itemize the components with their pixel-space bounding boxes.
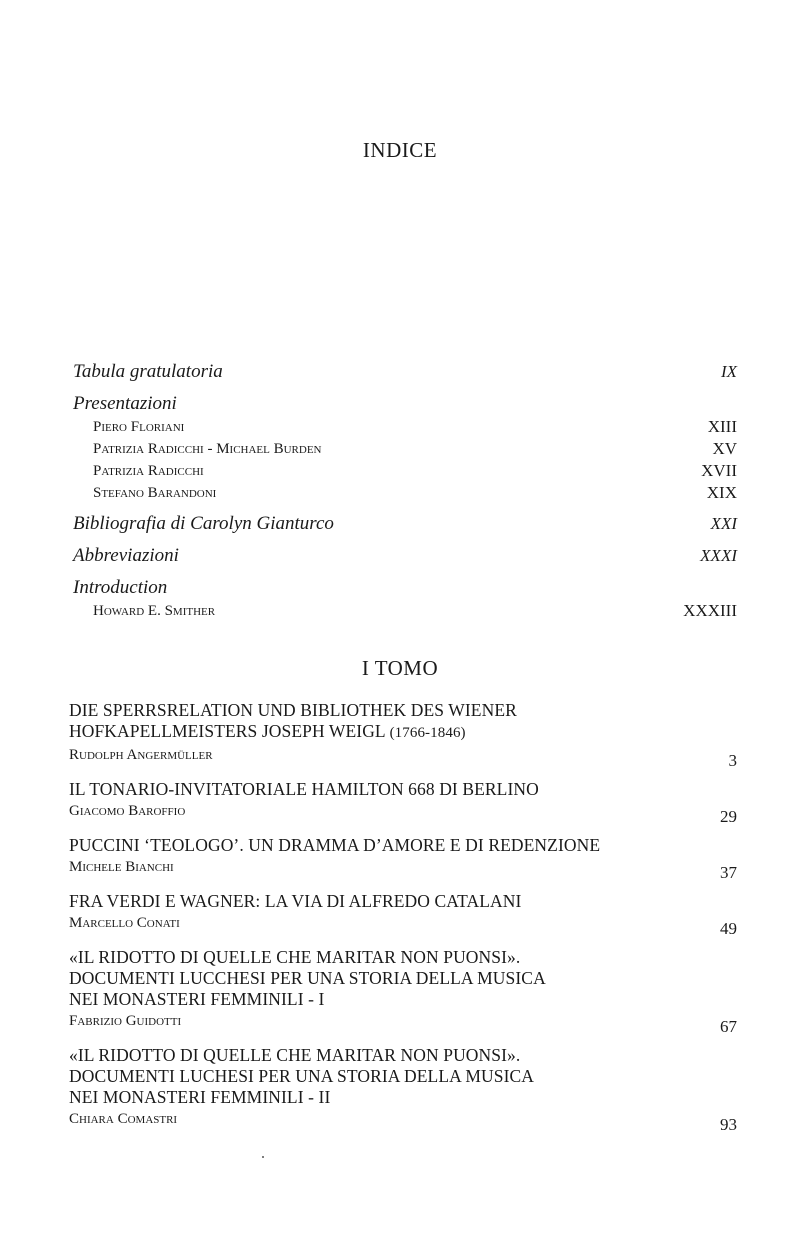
front-entry — [73, 512, 737, 536]
page-number: XXXIII — [683, 601, 737, 620]
chapter-author: Chiara Comastri — [69, 1111, 178, 1127]
page-number: 3 — [728, 751, 737, 770]
print-speck — [262, 1156, 264, 1158]
front-sub-entry[interactable]: Patrizia Radicchi - Michael Burden XV — [93, 439, 737, 458]
front-entry-label[interactable]: Bibliografia di Carolyn Gianturco XXI — [73, 513, 737, 534]
chapter-author: Marcello Conati — [69, 915, 180, 931]
page-number: 37 — [720, 863, 737, 882]
chapter-title: «IL RIDOTTO DI QUELLE CHE MARITAR NON PUONSI». DOCUMENTI LUCCHESI PER UNA STORIA DELLA MUSICA NEI MONASTERI FEMMINILI - I — [69, 947, 546, 1009]
chapter-entry[interactable] — [69, 700, 737, 770]
chapter-entry[interactable] — [69, 835, 737, 882]
chapter-list — [69, 700, 737, 1143]
front-sub-entry[interactable]: Patrizia Radicchi XVII — [93, 461, 737, 480]
front-entry — [73, 360, 737, 384]
chapter-author: Michele Bianchi — [69, 859, 174, 875]
page-number: XV — [712, 439, 737, 458]
chapter-title: DIE SPERRSRELATION UND BIBLIOTHEK DES WIENER HOFKAPELLMEISTERS JOSEPH WEIGL (1766-1846) — [69, 700, 517, 741]
front-entry — [73, 392, 737, 504]
chapter-entry[interactable] — [69, 947, 737, 1036]
page-number: 93 — [720, 1115, 737, 1134]
page-number: XVII — [701, 461, 737, 480]
front-sub-entry[interactable]: Stefano Barandoni XIX — [93, 483, 737, 502]
page-number: XIII — [707, 417, 737, 436]
page-number: IX — [720, 362, 737, 381]
chapter-title: FRA VERDI E WAGNER: LA VIA DI ALFREDO CATALANI — [69, 891, 522, 911]
chapter-author: Giacomo Baroffio — [69, 803, 186, 819]
front-sub-entry[interactable]: Howard E. Smither XXXIII — [93, 601, 737, 620]
front-sub-entry[interactable]: Piero Floriani XIII — [93, 417, 737, 436]
page-number: XXXI — [700, 546, 737, 565]
chapter-title: IL TONARIO-INVITATORIALE HAMILTON 668 DI BERLINO — [69, 779, 539, 799]
chapter-entry[interactable] — [69, 891, 737, 938]
chapter-title: «IL RIDOTTO DI QUELLE CHE MARITAR NON PUONSI». DOCUMENTI LUCHESI PER UNA STORIA DELLA MUSICA NEI MONASTERI FEMMINILI - II — [69, 1045, 535, 1107]
front-entry-label[interactable]: Presentazioni — [73, 393, 177, 414]
chapter-author: Rudolph Angermüller — [69, 747, 213, 763]
front-entry-label[interactable]: Tabula gratulatoria IX — [73, 361, 737, 382]
front-entry — [73, 544, 737, 568]
page-number: 29 — [720, 807, 737, 826]
chapter-title: PUCCINI ‘TEOLOGO’. UN DRAMMA D’AMORE E DI REDENZIONE — [69, 835, 601, 855]
page-number: XIX — [706, 483, 737, 502]
front-matter-list — [73, 360, 737, 630]
page-number: 49 — [720, 919, 737, 938]
page-number: 67 — [720, 1017, 737, 1036]
front-entry — [73, 576, 737, 622]
page-number: XXI — [710, 514, 737, 533]
front-entry-label[interactable]: Abbreviazioni XXXI — [73, 545, 737, 566]
chapter-author: Fabrizio Guidotti — [69, 1013, 182, 1029]
front-entry-label[interactable]: Introduction — [73, 577, 168, 598]
chapter-entry[interactable] — [69, 779, 737, 826]
section-heading: I TOMO — [361, 656, 439, 680]
page-title: INDICE — [362, 138, 438, 162]
chapter-entry[interactable] — [69, 1045, 737, 1134]
